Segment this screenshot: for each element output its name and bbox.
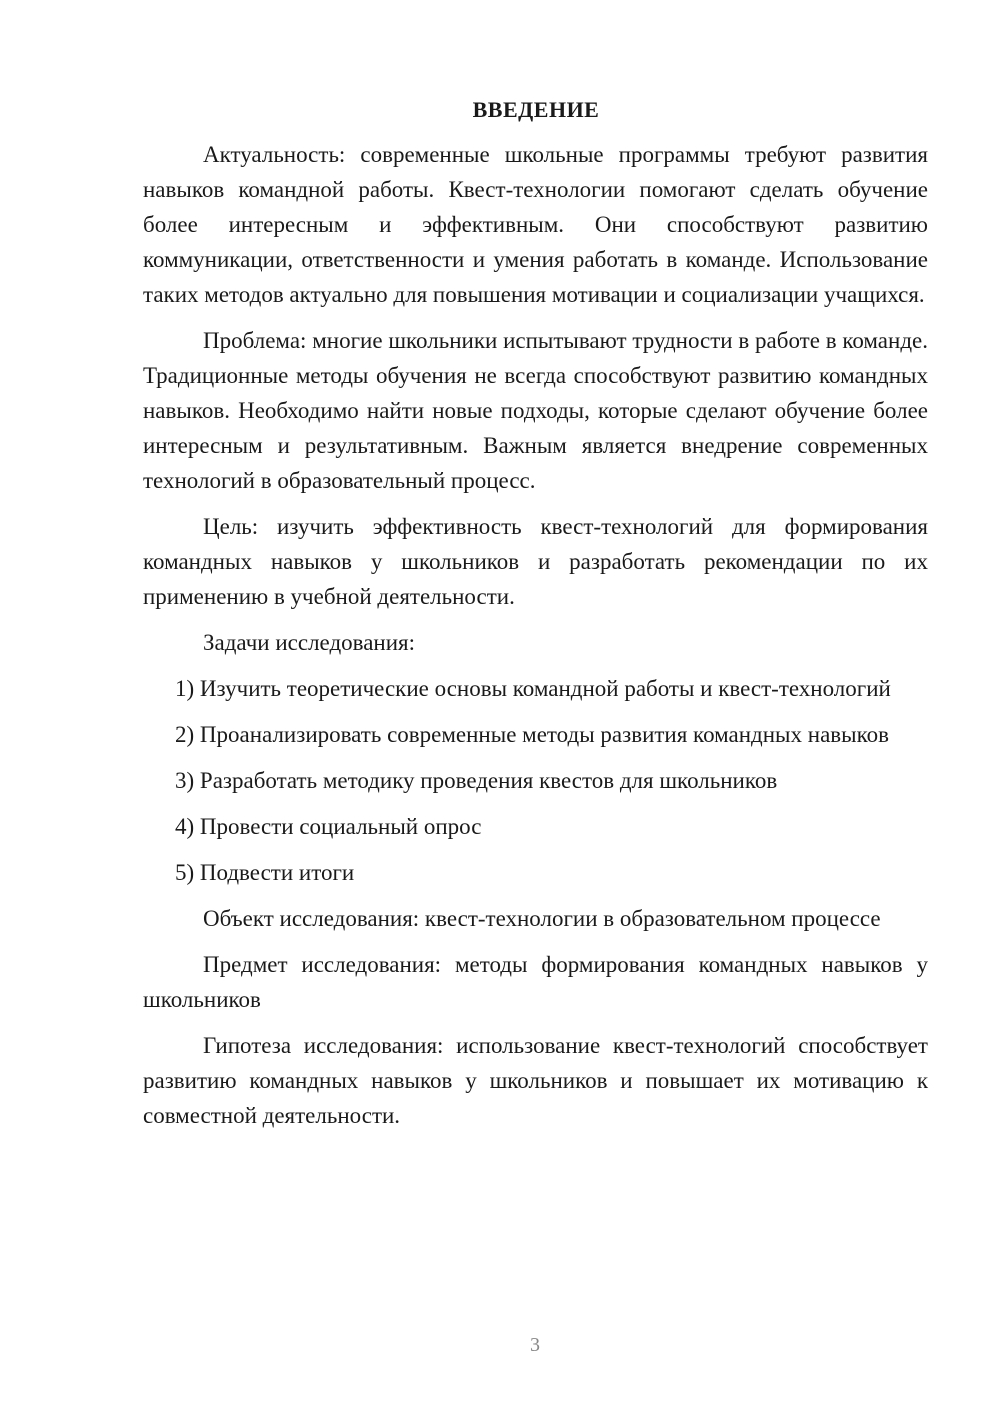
task-item-2: 2) Проанализировать современные методы развития командных навыков (175, 722, 889, 747)
paragraph-hypothesis: Гипотеза исследования: использование квест-технологий способствует развитию командных навыков у школьников и повышает их мотивацию к совместной деятельности. (143, 1033, 928, 1128)
task-item-5: 5) Подвести итоги (175, 860, 355, 885)
task-item-3: 3) Разработать методику проведения квестов для школьников (175, 768, 778, 793)
task-item-4: 4) Провести социальный опрос (175, 814, 482, 839)
paragraph-goal: Цель: изучить эффективность квест-технологий для формирования командных навыков у школьников и разработать рекомендации по их применению в учебной деятельности. (143, 514, 928, 609)
paragraph-relevance: Актуальность: современные школьные программы требуют развития навыков командной работы. Квест-технологии помогают сделать обучение более интересным и эффективным. Они способствуют развитию коммуникации, ответственности и умения работать в команде. Использование таких методов актуально для повышения мотивации и социализации учащихся. (143, 142, 928, 307)
paragraph-subject: Предмет исследования: методы формирования командных навыков у школьников (143, 952, 928, 1012)
section-title: ВВЕДЕНИЕ (472, 97, 600, 122)
paragraph-object: Объект исследования: квест-технологии в образовательном процессе (203, 906, 881, 931)
page-content (143, 95, 928, 1144)
paragraph-problem: Проблема: многие школьники испытывают трудности в работе в команде. Традиционные методы обучения не всегда способствуют развитию командных навыков. Необходимо найти новые подходы, которые сделают обучение более интересным и результативным. Важным является внедрение современных технологий в образовательный процесс. (143, 328, 928, 493)
page-number: 3 (530, 1334, 540, 1356)
task-item-1: 1) Изучить теоретические основы командной работы и квест-технологий (175, 676, 891, 701)
tasks-heading: Задачи исследования: (203, 630, 416, 655)
